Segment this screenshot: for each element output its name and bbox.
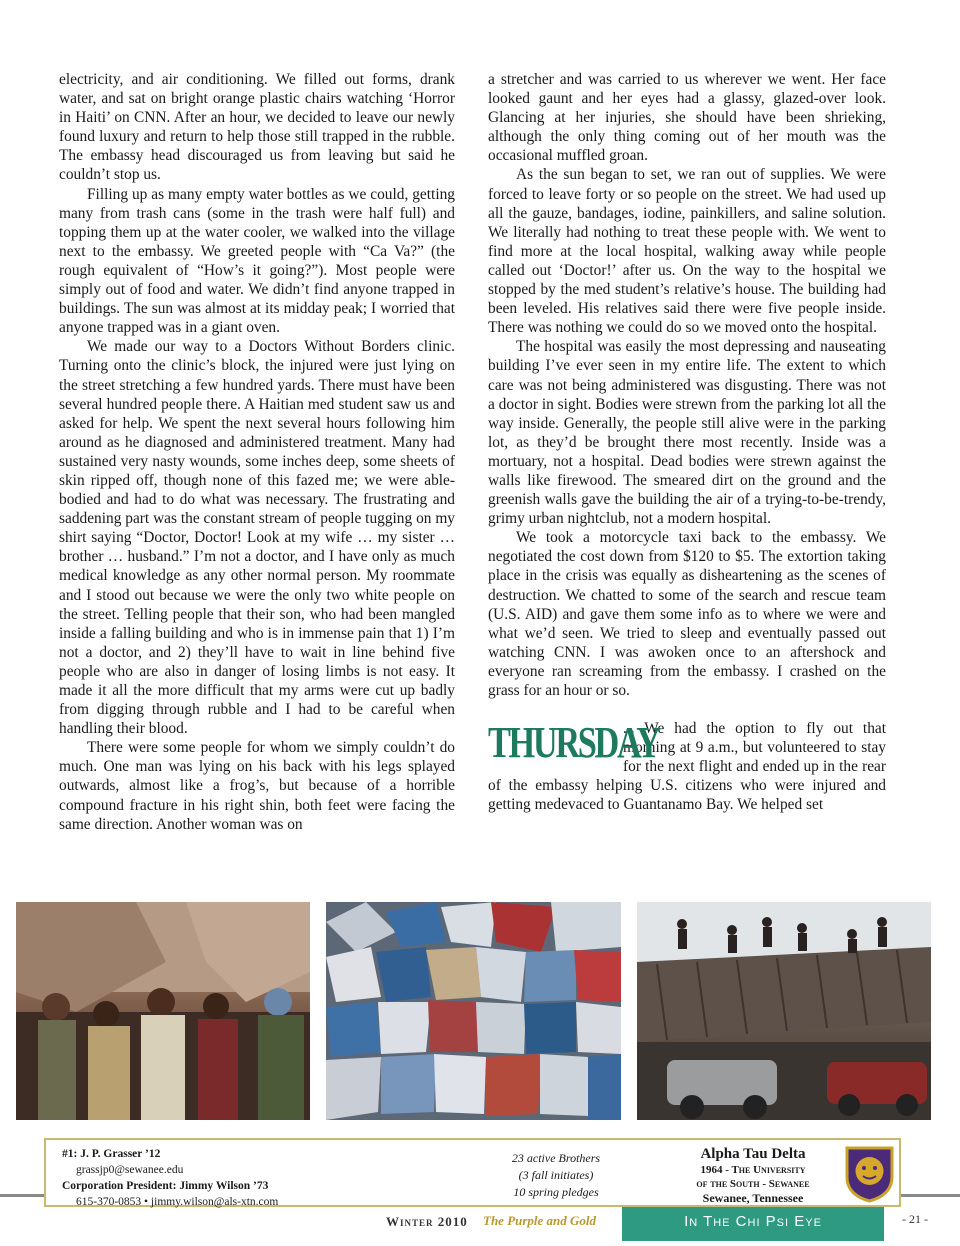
chapter-credits xyxy=(62,1146,278,1210)
president-contact: 615-370-0853 • jimmy.wilson@als-xtn.com xyxy=(76,1196,279,1208)
publication-name: The Purple and Gold xyxy=(483,1213,597,1228)
chapter-founding: 1964 - The University xyxy=(700,1164,806,1176)
paragraph: electricity, and air conditioning. We filled out forms, drank water, and sat on bright orange plastic chairs watching ‘Horror in Haiti’ on CNN. After an hour, we decided to leave our newly found luxury and return to help those still trapped in the rubble. The embassy head discouraged us from leaving but said he couldn’t stop us. xyxy=(59,71,455,184)
paragraph: The hospital was easily the most depressing and nauseating building I’ve ever seen in my entire life. The extent to which care was not being administered was disgusting. There was not a doctor in sight. Bodies were strewn from the parking lot all the way inside. Generally, the people still alive were in the parking lot, as they’d be brought there most recently. Inside was a mortuary, not a hospital. Dead bodies were strewn against the walls like firewood. The smeared dirt on the ground and the greenish walls gave the building the air of a trying-to-be-trendy, grimy urban nightclub, not a modern hospital. xyxy=(488,338,886,528)
paragraph: There were some people for whom we simply couldn’t do much. One man was lying on his back with his legs splayed outwards, almost like a frog’s, but because of a horrible compound fracture in his right shin, both feet were facing the same direction. Another woman was on xyxy=(59,739,455,833)
left-column xyxy=(59,70,455,834)
active-brothers: 23 active Brothers xyxy=(511,1151,601,1165)
issue-season: Winter 2010 xyxy=(386,1214,468,1229)
thursday-section xyxy=(488,719,886,814)
section-title: In The Chi Psi Eye xyxy=(684,1213,822,1230)
paragraph: We made our way to a Doctors Without Borders clinic. Turning onto the clinic’s block, the injured were just lying on the street stretching a few hundred yards. There must have been several hundred people there. A Haitian med student saw us and asked for help. We spent the next several hours following him around as he diagnosed and administered treatment. Many had sustained very nasty wounds, some inches deep, some sheets of skin ripped off, though none of this fazed me; we were able-bodied and had to do what was necessary. The frustrating and saddening part was the constant stream of people tugging on my shirt saying “Doctor, Doctor! Look at my wife … my sister … brother … husband.” I’m not a doctor, and I have only as much medical knowledge as any other normal person. My roommate and I stood out because we were the only two white people on the street. Telling people that their son, who had been mangled inside a falling building and who is in immense pain that 1) I’m not a doctor, and 2) they’ll have to wait in line behind five people who are also in danger of losing limbs is not easy. It made it all the more difficult that my arms were cut up badly from digging through rubble and I had to be careful when handling their blood. xyxy=(59,338,455,738)
corporation-president: Corporation President: Jimmy Wilson ’73 xyxy=(62,1180,269,1192)
paragraph: Filling up as many empty water bottles as we could, getting many from trash cans (some in the trash were half full) and topping them up at the water cooler, we walked into the village next to the embassy. We greeted people with “Ca Va?” (the rough equivalent of “How’s it going?”). Most people were simply out of food and water. We didn’t find anyone trapped in buildings. The sun was almost at its midday peak; I worried that anyone trapped was in a giant oven. xyxy=(59,185,455,337)
chapter-info-box xyxy=(44,1138,901,1207)
chapter-location: Sewanee, Tennessee xyxy=(702,1191,804,1205)
spring-pledges: 10 spring pledges xyxy=(513,1185,599,1199)
correspondent-email: grassjp0@sewanee.edu xyxy=(76,1164,184,1176)
membership-counts xyxy=(486,1150,626,1201)
paragraph: We took a motorcycle taxi back to the embassy. We negotiated the cost down from $120 to $5. The extortion taking place in the crisis was equally as disheartening as the scenes of destruction. We chatted to some of the search and rescue team (U.S. AID) and gave them some info as to where we were and what we’d seen. We tried to sleep and eventually passed out watching CNN. I was awoken once to an aftershock and everyone ran screaming from the embassy. I crashed on the grass for an hour or so. xyxy=(488,529,886,699)
chapter-details xyxy=(680,1145,826,1206)
section-banner xyxy=(622,1207,884,1241)
thursday-heading: THURSDAY xyxy=(488,718,659,768)
tent-camp-photo xyxy=(326,902,621,1120)
paragraph: a stretcher and was carried to us wherever we went. Her face looked gaunt and her eyes had a glassy, glazed-over look. Glancing at her injuries, she should have been shrieking, although the only thing coming out of her mouth was the occasional muffled groan. xyxy=(488,71,886,165)
thursday-text: ... We had the option to fly out that morning at 9 a.m., but volunteered to stay for the next flight and ended up in the rear of the embassy helping U.S. citizens who were injured and getting medevaced to Guantanamo Bay. We helped set xyxy=(488,720,886,814)
collapsed-building-photo xyxy=(637,902,931,1120)
paragraph: As the sun began to set, we ran out of supplies. We were forced to leave forty or so people on the street. We had used up all the gauze, bandages, iodine, painkillers, and saline solution. We literally had nothing to treat these people with. We went to find more at the local hospital, walking away while people called out ‘Doctor!’ after us. On the way to the hospital we stopped by the med student’s relative’s house. The building had been leveled. His relatives said there were five people inside. There was nothing we could do so we moved onto the hospital. xyxy=(488,166,886,337)
right-paragraphs xyxy=(488,70,886,700)
page-number: - 21 - xyxy=(902,1212,928,1226)
right-column xyxy=(488,70,886,815)
chapter-name: Alpha Tau Delta xyxy=(700,1146,806,1162)
rescue-workers-photo xyxy=(16,902,310,1120)
fall-initiates: (3 fall initiates) xyxy=(518,1168,594,1182)
footer-rule-right xyxy=(901,1194,960,1197)
footer-rule-left xyxy=(0,1194,44,1197)
correspondent-name: #1: J. P. Grasser ’12 xyxy=(62,1148,161,1160)
school-crest-icon xyxy=(843,1145,896,1203)
chapter-school: of the South - Sewanee xyxy=(696,1178,810,1190)
